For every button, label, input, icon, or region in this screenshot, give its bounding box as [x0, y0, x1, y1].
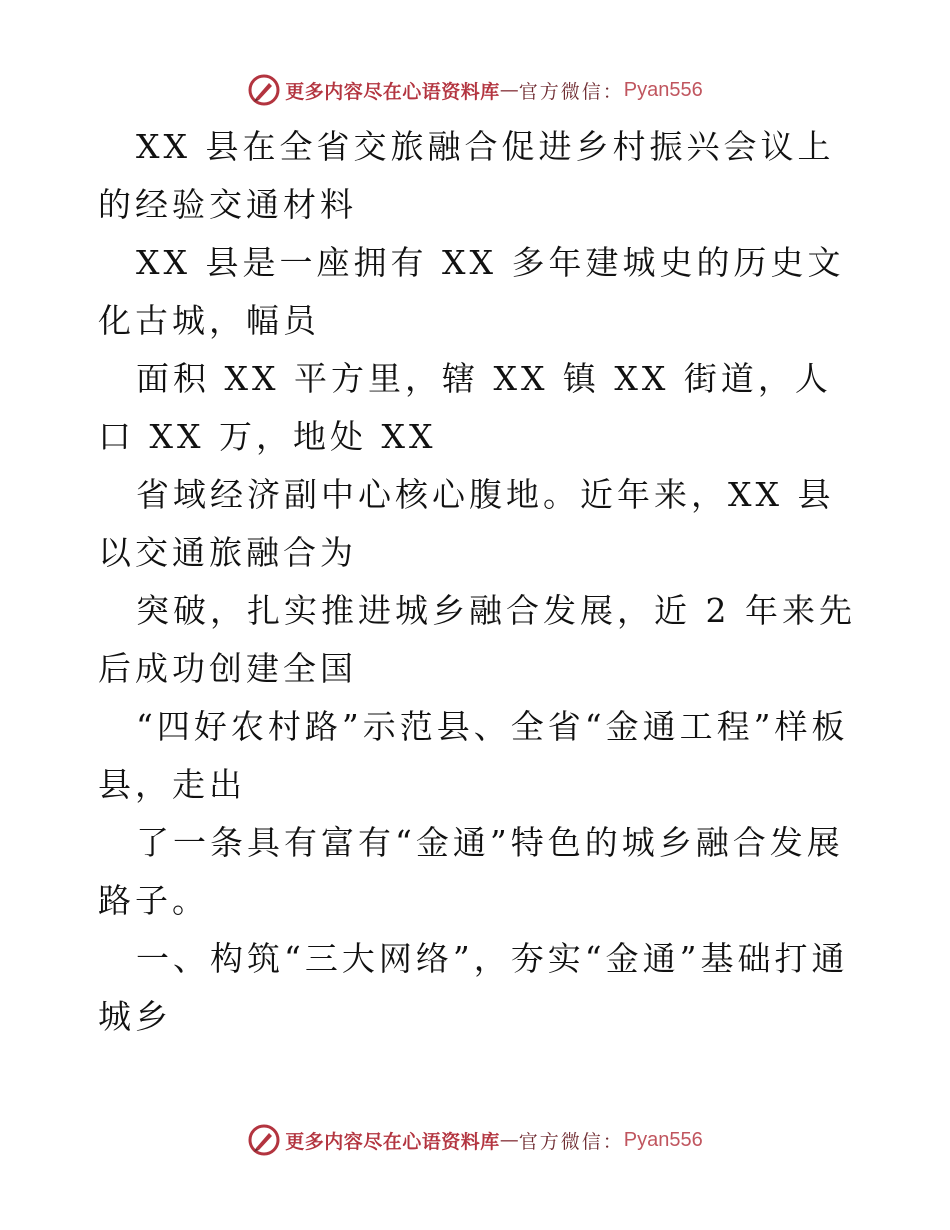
banner-text: 更多内容尽在心语资料库	[285, 1130, 500, 1153]
document-body	[98, 118, 858, 1046]
banner-wechat-id: Pyan556	[623, 1128, 703, 1151]
banner-text: 更多内容尽在心语资料库	[285, 80, 500, 103]
banner-official-label: 官方微信：	[518, 80, 624, 103]
paragraph: 了一条具有富有“金通”特色的城乡融合发展路子。	[98, 823, 844, 920]
paragraph-section-heading: 一、构筑“三大网络”，夯实“金通”基础打通城乡	[98, 939, 849, 1036]
paragraph: 突破，扎实推进城乡融合发展，近 2 年来先后成功创建全国	[98, 591, 856, 688]
paragraph: 省域经济副中心核心腹地。近年来，XX 县以交通旅融合为	[98, 475, 835, 572]
paragraph-title: XX 县在全省交旅融合促进乡村振兴会议上的经验交通材料	[98, 127, 835, 224]
pen-logo-icon	[247, 1123, 281, 1157]
banner-wechat-id: Pyan556	[623, 78, 703, 101]
pen-logo-icon	[247, 73, 281, 107]
banner-dash: —	[499, 79, 519, 101]
paragraph: “四好农村路”示范县、全省“金通工程”样板县，走出	[98, 707, 849, 804]
footer-watermark-banner	[0, 1120, 950, 1160]
header-watermark-banner	[0, 70, 950, 110]
banner-dash: —	[499, 1129, 519, 1151]
banner-official-label: 官方微信：	[518, 1130, 624, 1153]
paragraph: XX 县是一座拥有 XX 多年建城史的历史文化古城，幅员	[98, 243, 845, 340]
paragraph: 面积 XX 平方里，辖 XX 镇 XX 街道，人口 XX 万，地处 XX	[98, 359, 832, 456]
